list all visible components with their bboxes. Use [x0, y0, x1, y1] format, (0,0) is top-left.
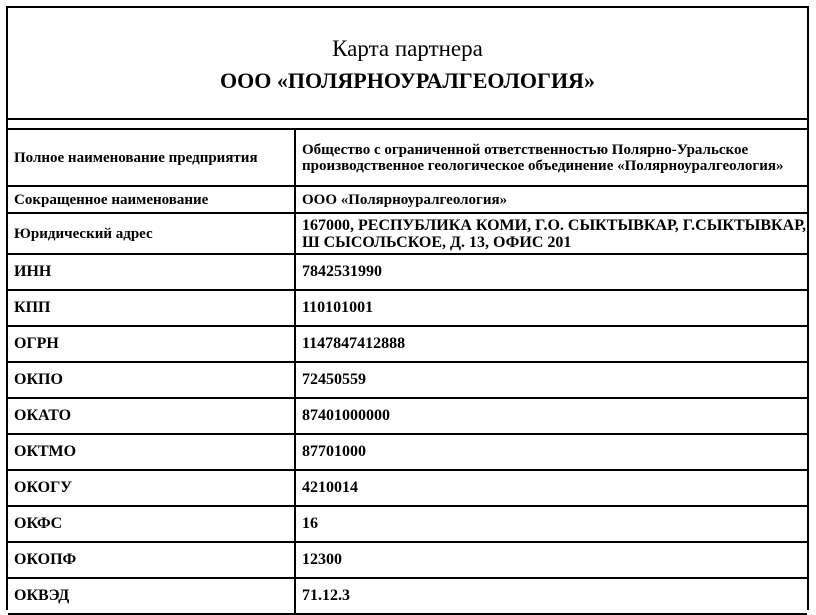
row-label-kpp: КПП — [8, 290, 295, 326]
card-header — [8, 8, 807, 120]
row-value-okved: 71.12.3 — [295, 578, 807, 614]
row-value-okfs: 16 — [295, 506, 807, 542]
row-label-oktmo: ОКТМО — [8, 434, 295, 470]
table-row — [8, 434, 807, 470]
row-value-okogu: 4210014 — [295, 470, 807, 506]
row-value-ogrn: 1147847412888 — [295, 326, 807, 362]
company-name: ООО «ПОЛЯРНОУРАЛГЕОЛОГИЯ» — [220, 68, 595, 93]
card-title: Карта партнера — [332, 36, 483, 61]
table-row — [8, 542, 807, 578]
row-value-okpo: 72450559 — [295, 362, 807, 398]
table-row — [8, 254, 807, 290]
row-label-inn: ИНН — [8, 254, 295, 290]
row-label-legal-address: Юридический адрес — [8, 213, 295, 254]
table-row — [8, 186, 807, 213]
partner-card — [6, 6, 809, 610]
row-label-okato: ОКАТО — [8, 398, 295, 434]
row-label-ogrn: ОГРН — [8, 326, 295, 362]
row-value-kpp: 110101001 — [295, 290, 807, 326]
row-label-okpo: ОКПО — [8, 362, 295, 398]
table-row — [8, 130, 807, 186]
row-value-okato: 87401000000 — [295, 398, 807, 434]
row-label-okogu: ОКОГУ — [8, 470, 295, 506]
row-label-okfs: ОКФС — [8, 506, 295, 542]
row-label-okopf: ОКОПФ — [8, 542, 295, 578]
row-label-okved: ОКВЭД — [8, 578, 295, 614]
table-row — [8, 506, 807, 542]
row-label-full-name: Полное наименование предприятия — [8, 130, 295, 186]
table-row — [8, 470, 807, 506]
row-value-short-name: ООО «Полярноуралгеология» — [295, 186, 807, 213]
table-row — [8, 213, 807, 254]
table-row — [8, 362, 807, 398]
row-value-full-name: Общество с ограниченной ответственностью Полярно-Уральское производственное геологическое объединение «Полярноуралгеология» — [295, 130, 807, 186]
table-row — [8, 326, 807, 362]
table-row — [8, 398, 807, 434]
row-value-oktmo: 87701000 — [295, 434, 807, 470]
table-row — [8, 578, 807, 614]
requisites-table — [8, 130, 807, 615]
row-value-legal-address: 167000, РЕСПУБЛИКА КОМИ, Г.О. СЫКТЫВКАР, Г.СЫКТЫВКАР, Ш СЫСОЛЬСКОЕ, Д. 13, ОФИС 201 — [295, 213, 807, 254]
row-value-okopf: 12300 — [295, 542, 807, 578]
row-value-inn: 7842531990 — [295, 254, 807, 290]
header-divider — [8, 120, 807, 130]
table-row — [8, 290, 807, 326]
row-label-short-name: Сокращенное наименование — [8, 186, 295, 213]
